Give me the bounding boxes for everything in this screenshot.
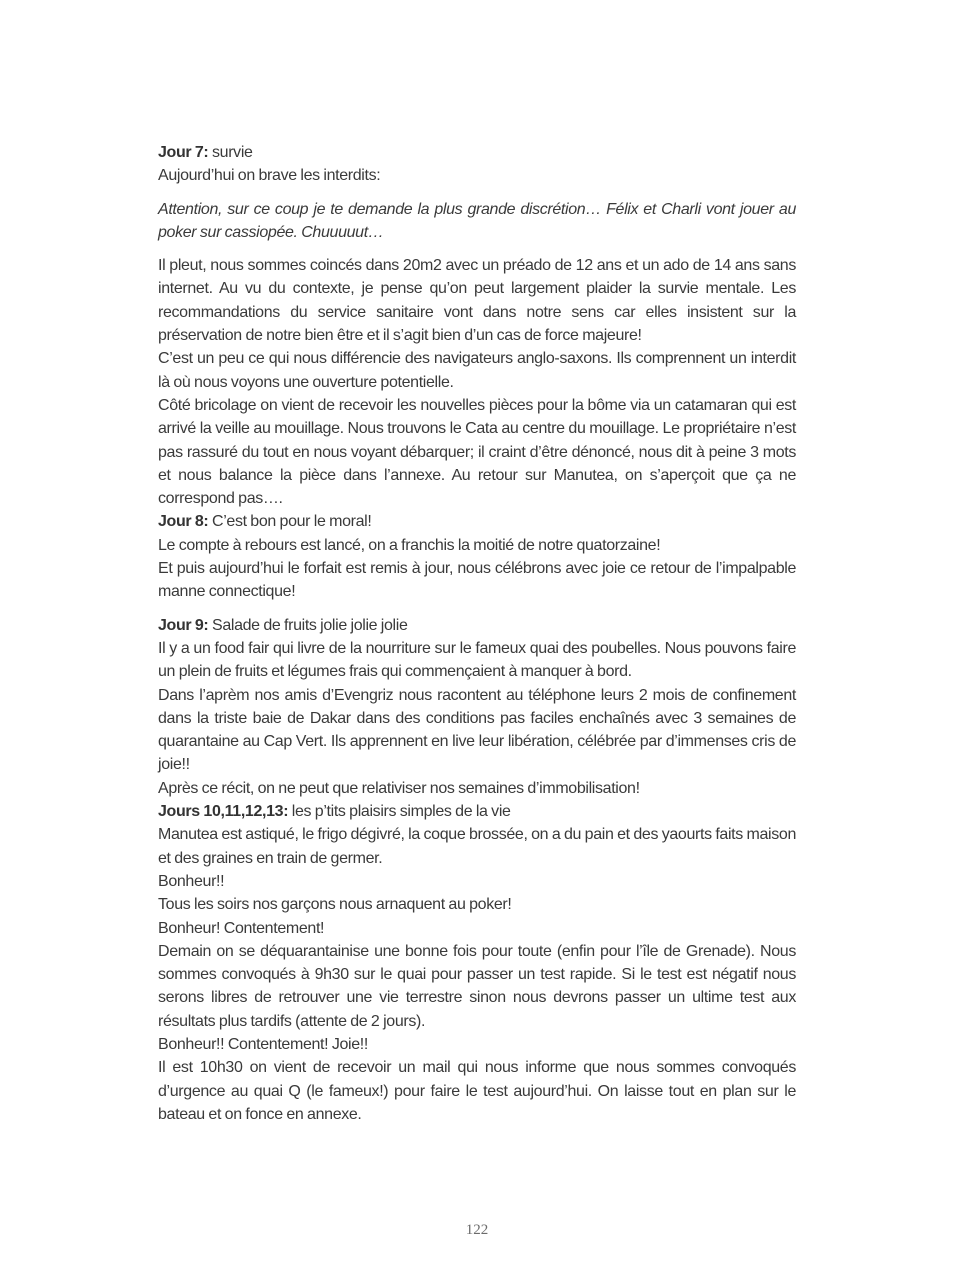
paragraph: Le compte à rebours est lancé, on a franchis la moitié de notre quatorzaine! <box>158 536 661 554</box>
paragraph: Il y a un food fair qui livre de la nourriture sur le fameux quai des poubelles. Nous pouvons faire un plein de fruits et légumes frais qui commençaient à manquer à bord. <box>158 639 796 681</box>
day-title: Salade de fruits jolie jolie jolie <box>208 616 408 634</box>
italic-aside: Attention, sur ce coup je te demande la plus grande discrétion… Félix et Charli vont jouer au poker sur cassiopée. Chuuuuut… <box>158 200 796 241</box>
paragraph: Il pleut, nous sommes coincés dans 20m2 avec un préado de 12 ans et un ado de 14 ans sans internet. Au vu du contexte, je pense qu’on peut largement plaider la survie mentale. Les recommandations du service sanitaire vont dans notre sens car elles insistent sur la préservation de notre bien être et il s’agit bien d’un cas de force majeure! <box>158 257 796 345</box>
day-title: survie <box>208 144 253 161</box>
page-number: 122 <box>465 1222 489 1238</box>
day-label: Jour 8: <box>158 513 209 531</box>
paragraph: Côté bricolage on vient de recevoir les nouvelles pièces pour la bôme via un catamaran qui est arrivé la veille au mouillage. Nous trouvons le Cata au centre du mouillage. Le propriétaire n’est pas rassuré du tout en nous voyant débarquer; il craint d’être dénoncé, nous dit à peine 3 mots et nous balance la pièce dans l’annexe. Au retour sur Manutea, on s’aperçoit que ça ne correspond pas…. <box>158 396 796 508</box>
paragraph: Après ce récit, on ne peut que relativiser nos semaines d’immobilisation! <box>158 779 640 797</box>
day-label: Jours 10,11,12,13: <box>158 803 289 821</box>
day-label: Jour 7: <box>158 144 209 161</box>
paragraph: Il est 10h30 on vient de recevoir un mail qui nous informe que nous sommes convoqués d’urgence au quai Q (le fameux!) pour faire le test aujourd’hui. On laisse tout en plan sur le bateau et on fonce en annexe. <box>158 1059 796 1123</box>
day-title: les p’tits plaisirs simples de la vie <box>288 803 511 821</box>
day8-heading <box>158 510 796 533</box>
day-title: C’est bon pour le moral! <box>208 513 372 531</box>
paragraph: Bonheur! Contentement! <box>158 919 325 937</box>
day9-heading <box>158 614 796 637</box>
days10-13-heading <box>158 800 796 823</box>
spacer <box>158 188 796 198</box>
paragraph: Bonheur!! <box>158 872 225 890</box>
paragraph: Tous les soirs nos garçons nous arnaquent au poker! <box>158 896 512 914</box>
day7-heading <box>158 141 796 164</box>
spacer <box>158 604 796 614</box>
day-label: Jour 9: <box>158 616 209 634</box>
paragraph: Dans l’aprèm nos amis d’Evengriz nous racontent au téléphone leurs 2 mois de confinement dans la triste baie de Dakar dans des conditions pas faciles enchaînés avec 3 semaines de quarantaine au Cap Vert. Ils apprennent en live leur libération, célébrée par d’immenses cris de joie!! <box>158 686 796 774</box>
paragraph: Et puis aujourd’hui le forfait est remis à jour, nous célébrons avec joie ce retour de l’impalpable manne connectique! <box>158 560 796 601</box>
paragraph: Demain on se déquarantainise une bonne fois pour toute (enfin pour l’île de Grenade). Nous sommes convoqués à 9h30 sur le quai pour passer un test rapide. Si le test est négatif nous serons libres de retrouver une vie terrestre sinon nous devrons passer un ultime test aux résultats plus tardifs (attente de 2 jours). <box>158 942 796 1030</box>
paragraph: Aujourd’hui on brave les interdits: <box>158 167 381 185</box>
paragraph: Manutea est astiqué, le frigo dégivré, la coque brossée, on a du pain et des yaourts faits maison et des graines en train de germer. <box>158 826 796 867</box>
paragraph: C’est un peu ce qui nous différencie des navigateurs anglo-saxons. Ils comprennent un interdit là où nous voyons une ouverture potentielle. <box>158 350 796 391</box>
paragraph: Bonheur!! Contentement! Joie!! <box>158 1035 368 1053</box>
spacer <box>158 244 796 254</box>
page-body <box>158 141 796 1126</box>
